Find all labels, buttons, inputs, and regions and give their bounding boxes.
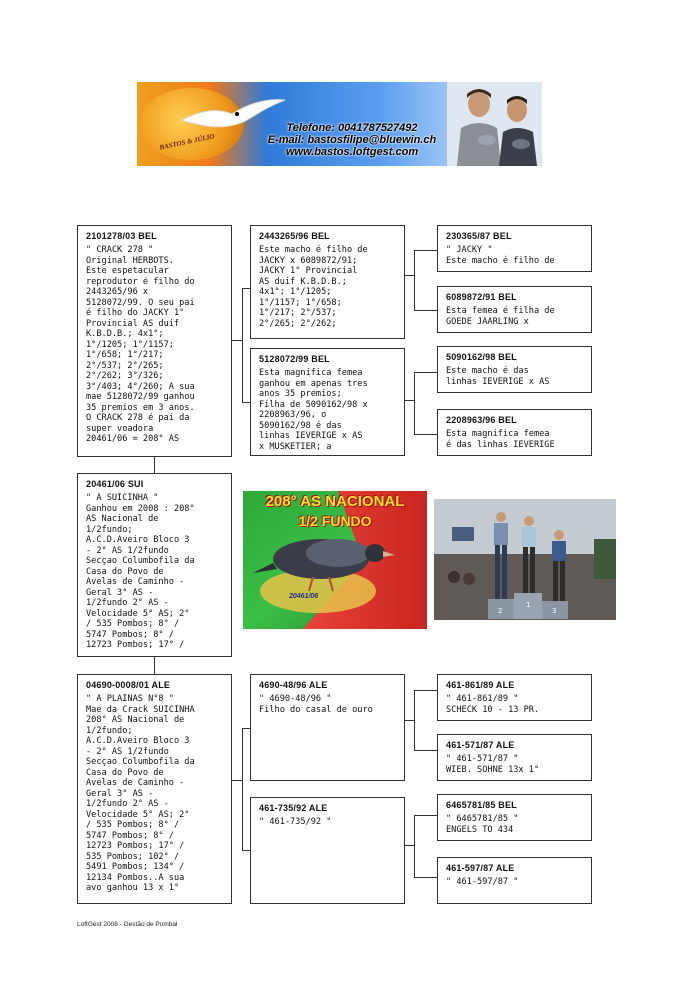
connector bbox=[414, 372, 415, 434]
ring-number: 20461/06 SUI bbox=[86, 479, 144, 489]
ring-number: 461-597/87 ALE bbox=[446, 863, 515, 873]
pigeon-description: " 4690-48/96 " Filho do casal de ouro bbox=[259, 694, 373, 715]
pedigree-box-dam bbox=[250, 348, 405, 456]
pigeon-description: " 461-571/87 " WIEB. SOHNE 13x 1° bbox=[446, 754, 540, 775]
connector bbox=[154, 457, 155, 473]
banner-phone: Telefone: 0041787527492 bbox=[286, 122, 418, 134]
banner-contact bbox=[257, 122, 447, 158]
connector bbox=[404, 720, 414, 721]
pedigree-box-dam-dam bbox=[437, 409, 592, 456]
pigeon-description: Esta magnifica femea ganhou em apenas tres anos 35 premios; Filha de 5090162/98 x 2208963/96, o 5090162/98 é das linhas IEVERIGE x AS x MUSKETIER; a bbox=[259, 368, 368, 452]
ring-number: 2208963/96 BEL bbox=[446, 415, 517, 425]
connector bbox=[414, 815, 437, 816]
pedigree-box-mate-dam bbox=[250, 797, 405, 904]
pigeon-description: " 461-861/89 " SCHECK 10 - 13 PR. bbox=[446, 694, 540, 715]
ring-number: 461-735/92 ALE bbox=[259, 803, 328, 813]
pedigree-box-sire-sire bbox=[437, 225, 592, 272]
connector bbox=[242, 402, 250, 403]
banner-brand: BASTOS & JÚLIO bbox=[158, 132, 216, 152]
pedigree-box-sire-dam bbox=[437, 286, 592, 333]
connector bbox=[414, 250, 415, 310]
connector bbox=[232, 780, 242, 781]
pigeon-description: " JACKY " Este macho é filho de bbox=[446, 245, 555, 266]
connector bbox=[242, 728, 243, 850]
connector bbox=[242, 288, 243, 402]
connector bbox=[154, 657, 155, 674]
connector bbox=[414, 690, 415, 750]
connector bbox=[404, 275, 414, 276]
pigeon-description: Esta magnifica femea é das linhas IEVERIGE bbox=[446, 429, 555, 450]
ring-number: 230365/87 BEL bbox=[446, 231, 512, 241]
connector bbox=[414, 690, 437, 691]
pedigree-box-dam-sire bbox=[437, 346, 592, 393]
pigeon-description: " CRACK 278 " Original HERBOTS. Este espetacular reprodutor é filho do 2443265/96 x 5128072/99. O seu pai é filho do JACKY 1° Provincial AS duif K.B.D.B.; 4x1°; 1°/1205; 1°/1157; 1°/658; 1°/217; 2°/537; 2°/265; 2°/262; 3°/326; 3°/403; 4°/260; A sua mae 5128072/99 ganhou 35 premios em 3 anos. O CRACK 278 é pai da super voadora 20461/06 = 208° AS bbox=[86, 245, 195, 444]
ring-number: 461-861/89 ALE bbox=[446, 680, 515, 690]
podium-photo-image bbox=[434, 499, 616, 620]
ring-number: 6465781/85 BEL bbox=[446, 800, 517, 810]
connector bbox=[242, 288, 250, 289]
connector bbox=[404, 845, 414, 846]
pigeon-description: " 461-597/87 " bbox=[446, 877, 519, 887]
pedigree-box-main bbox=[77, 225, 232, 457]
pedigree-box-offspring bbox=[77, 473, 232, 657]
pigeon-description: Este macho é filho de JACKY x 6089872/91; JACKY 1° Provincial AS duif K.B.D.B.; 4x1°; 1°/1205; 1°/1157; 1°/658; 1°/217; 2°/537; 2°/265; 2°/262; bbox=[259, 245, 368, 329]
connector bbox=[414, 750, 437, 751]
connector bbox=[242, 728, 250, 729]
pedigree-box-md-sire bbox=[437, 794, 592, 841]
pedigree-box-ms-sire bbox=[437, 674, 592, 721]
ring-number: 5128072/99 BEL bbox=[259, 354, 330, 364]
pigeon-description: " A SUICINHA " Ganhou em 2008 : 208° AS Nacional de 1/2fundo; A.C.D.Aveiro Bloco 3 - 2° AS 1/2fundo Secçao Columbofila da Casa do Povo de Avelas de Caminho - Geral 3° AS - 1/2fundo 2° AS - Velocidade 5° AS; 2° / 535 Pombos; 8° / 5747 Pombos; 8° / 12723 Pombos; 17° / bbox=[86, 493, 195, 650]
ring-number: 04690-0008/01 ALE bbox=[86, 680, 171, 690]
connector bbox=[404, 400, 414, 401]
pigeon-description: " 6465781/85 " ENGELS TO 434 bbox=[446, 814, 519, 835]
ring-number: 2101278/03 BEL bbox=[86, 231, 157, 241]
ring-number: 5090162/98 BEL bbox=[446, 352, 517, 362]
connector bbox=[414, 310, 437, 311]
pigeon-description: " 461-735/92 " bbox=[259, 817, 332, 827]
ring-number: 2443265/96 BEL bbox=[259, 231, 330, 241]
svg-text:3: 3 bbox=[552, 607, 557, 615]
pigeon-description: Este macho é das linhas IEVERIGE x AS bbox=[446, 366, 550, 387]
ring-number: 4690-48/96 ALE bbox=[259, 680, 328, 690]
svg-text:2: 2 bbox=[498, 607, 503, 615]
pigeon-description: Esta femea é filha de GOEDE JAARLING x bbox=[446, 306, 555, 327]
connector bbox=[414, 815, 415, 877]
pigeon-description: " A PLAINAS N°8 " Mae da Crack SUICINHA 208° AS Nacional de 1/2fundo; A.C.D.Aveiro Bloco 3 - 2° AS 1/2fundo Secçao Columbofila da Casa do Povo de Avelas de Caminho - Geral 3° AS - 1/2fundo 2° AS - Velocidade 5° AS; 2° / 535 Pombos; 8° / 5747 Pombos; 8° / 12723 Pombos; 17° / 535 Pombos; 102° / 5491 Pombos; 134° / 12134 Pombos..A sua avo ganhou 13 x 1° bbox=[86, 694, 195, 893]
award-title-line1: 208° AS NACIONAL bbox=[265, 493, 405, 510]
award-ring-label: 20461/06 bbox=[289, 593, 319, 600]
podium-photo bbox=[434, 499, 616, 620]
pedigree-box-mate-sire bbox=[250, 674, 405, 781]
pedigree-box-md-dam bbox=[437, 857, 592, 904]
pedigree-box-ms-dam bbox=[437, 734, 592, 781]
connector bbox=[242, 850, 250, 851]
ring-number: 461-571/87 ALE bbox=[446, 740, 515, 750]
pedigree-box-sire bbox=[250, 225, 405, 339]
owners-photo bbox=[447, 82, 542, 166]
banner-web: www.bastos.loftgest.com bbox=[285, 146, 419, 158]
connector bbox=[414, 372, 437, 373]
award-photo bbox=[243, 491, 427, 629]
banner-email: E-mail: bastosfilipe@bluewin.ch bbox=[267, 134, 437, 146]
connector bbox=[414, 434, 437, 435]
svg-text:1: 1 bbox=[526, 601, 531, 609]
header-banner bbox=[137, 82, 542, 166]
pedigree-box-mate bbox=[77, 674, 232, 904]
award-photo-image bbox=[243, 491, 427, 629]
connector bbox=[414, 250, 437, 251]
connector bbox=[414, 877, 437, 878]
page-footer: LoftGest 2008 - Gestão de Pombal bbox=[77, 921, 178, 928]
ring-number: 6089872/91 BEL bbox=[446, 292, 517, 302]
award-title-line2: 1/2 FUNDO bbox=[298, 513, 372, 529]
connector bbox=[232, 340, 242, 341]
